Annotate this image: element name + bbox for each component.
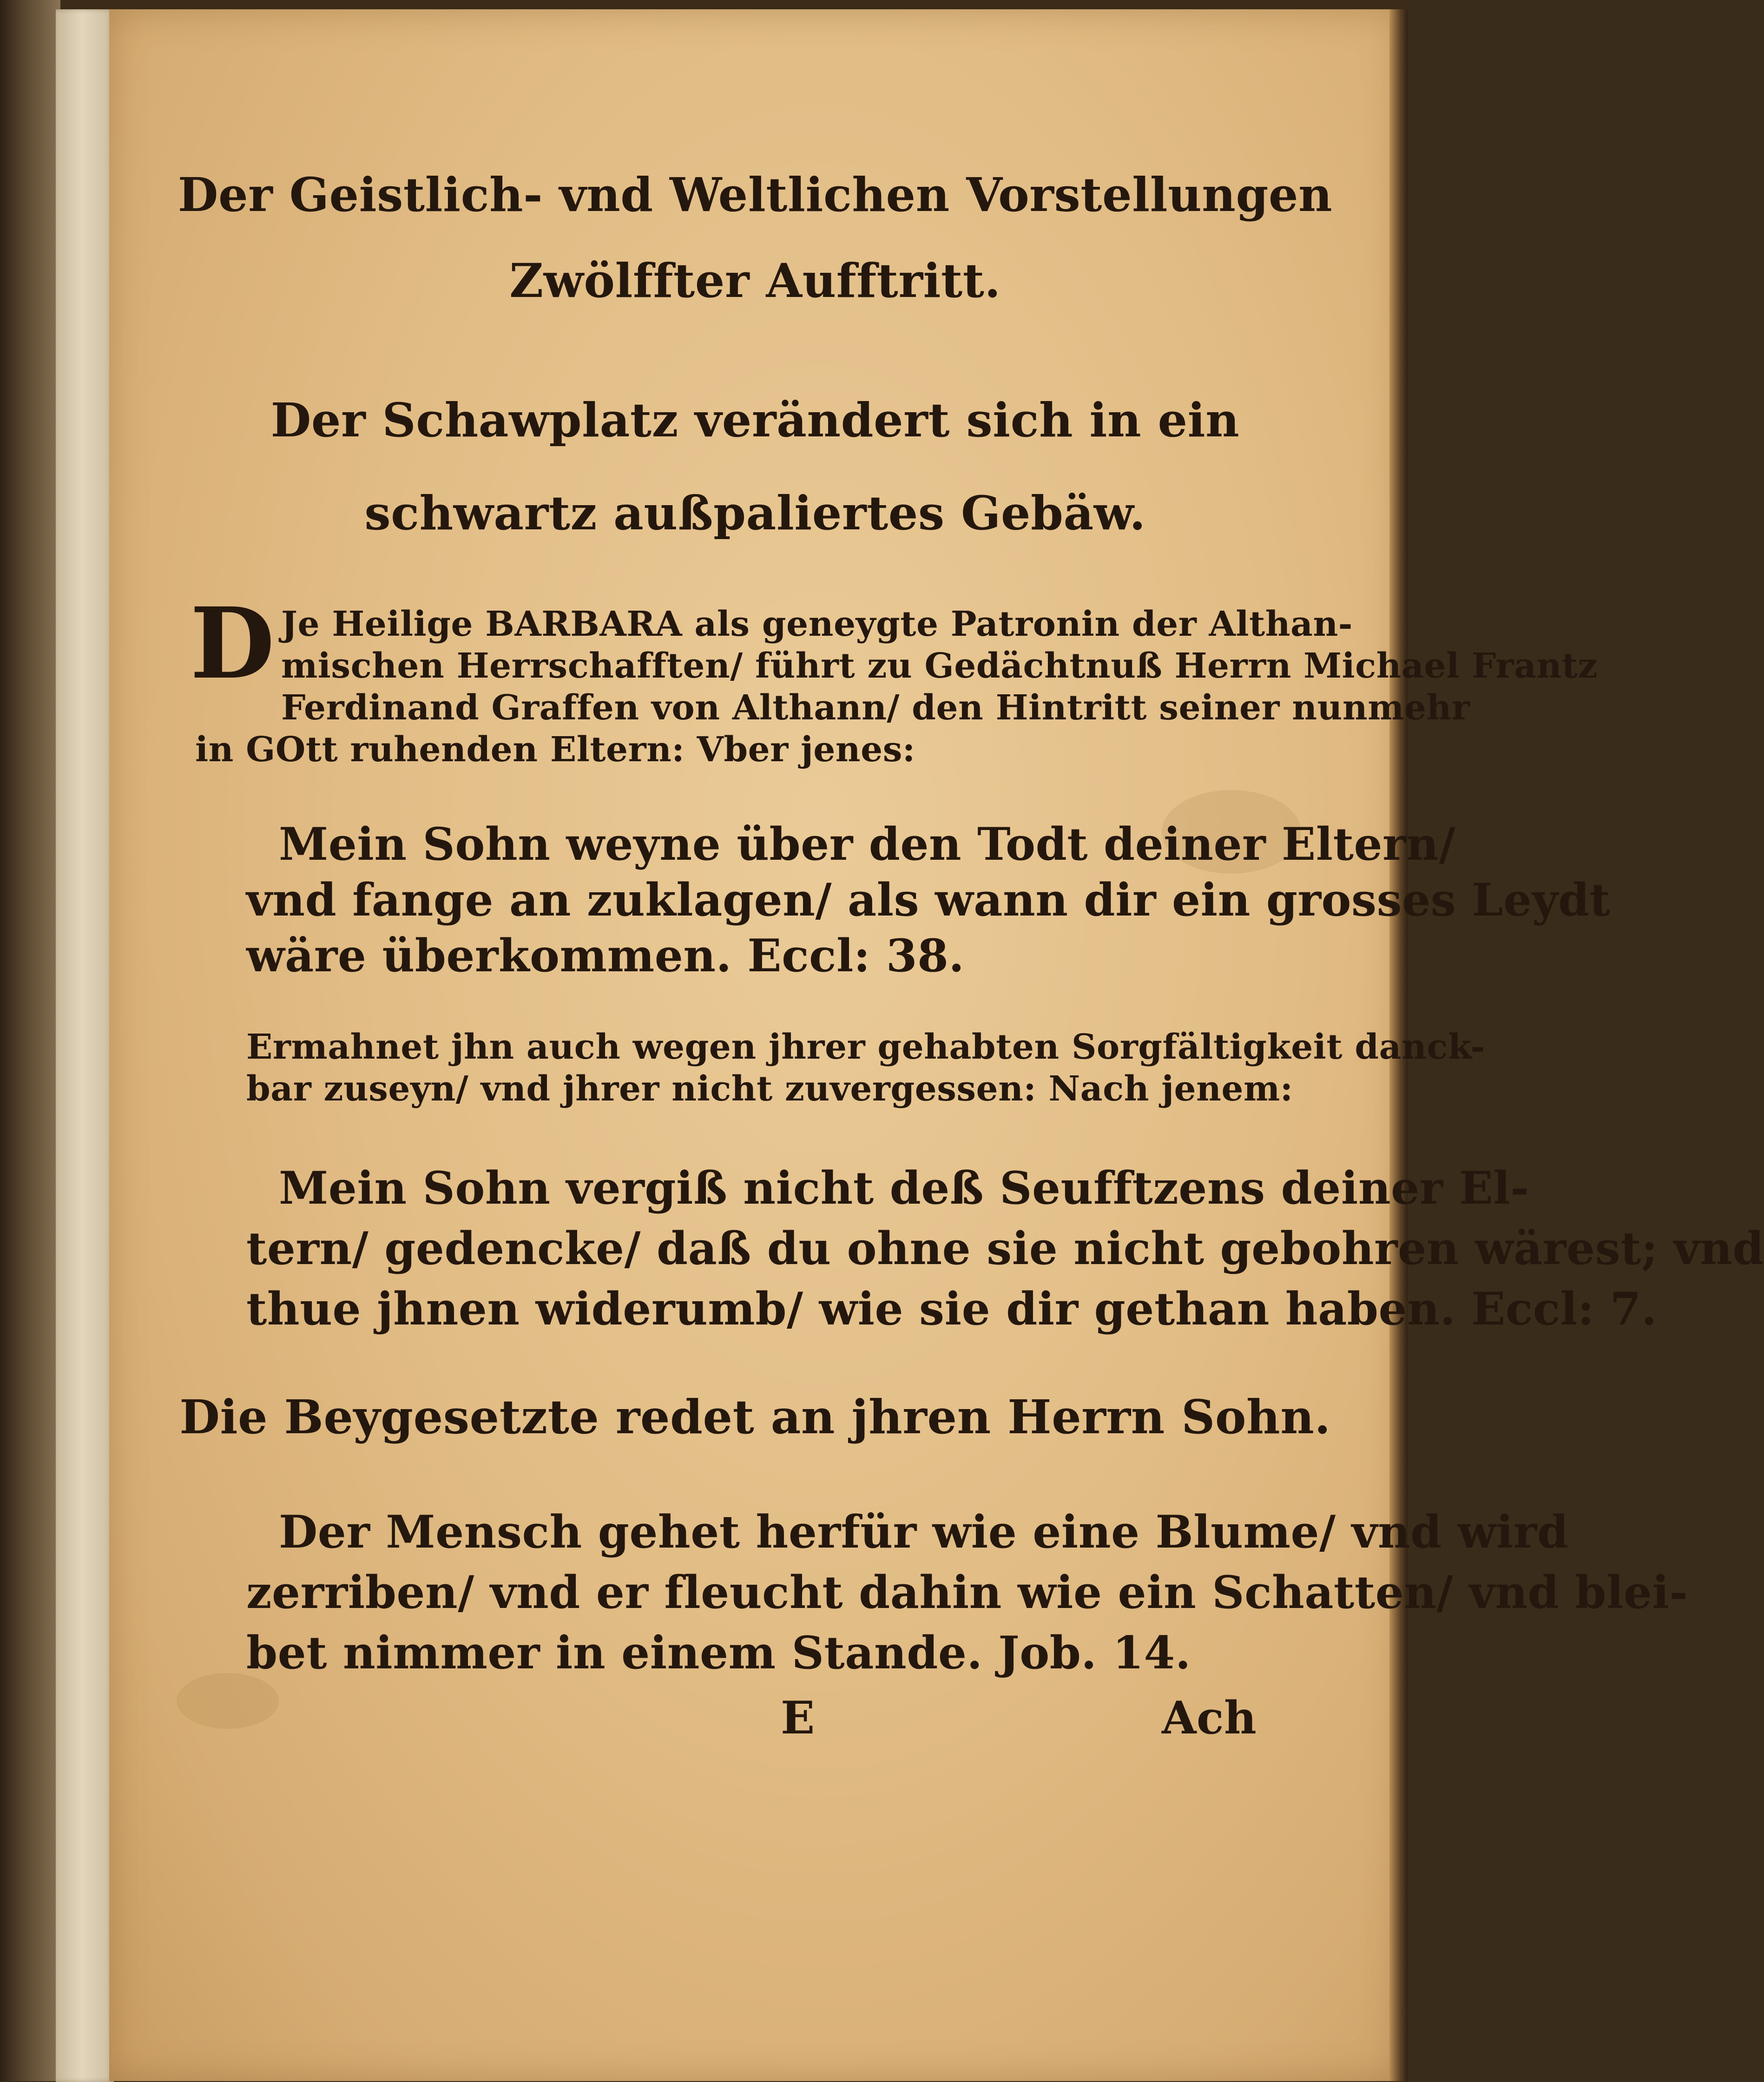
paragraph-line: Ferdinand Graffen von Althann/ den Hintritt seiner nunmehr	[281, 688, 1470, 728]
scene-title: Zwölffter Aufftritt.	[509, 253, 1001, 308]
catchword: Ach	[1162, 1692, 1257, 1744]
quote-line: thue jhnen widerumb/ wie sie dir gethan haben. Eccl: 7.	[246, 1283, 1657, 1335]
quote-line: bet nimmer in einem Stande. Job. 14.	[246, 1627, 1191, 1679]
quote-line: Mein Sohn weyne über den Todt deiner Eltern/	[279, 818, 1456, 870]
book-binding	[0, 0, 60, 2081]
paragraph-line: mischen Herrschafften/ führt zu Gedächtnuß Herrn Michael Frantz	[281, 646, 1598, 686]
paragraph-line: Je Heilige BARBARA als geneygte Patronin der Althan-	[281, 604, 1353, 644]
stage-direction-line-2: schwartz außpaliertes Gebäw.	[364, 486, 1146, 540]
quote-line: zerriben/ vnd er fleucht dahin wie ein Schatten/ vnd blei-	[246, 1566, 1688, 1619]
page-edge	[56, 9, 114, 2082]
paragraph-line: bar zuseyn/ vnd jhrer nicht zuvergessen: Nach jenem:	[246, 1069, 1293, 1109]
quote-line: Mein Sohn vergiß nicht deß Seufftzens deiner El-	[279, 1162, 1529, 1214]
quote-line: wäre überkommen. Eccl: 38.	[246, 929, 965, 982]
stage-direction-line-1: Der Schawplatz verändert sich in ein	[270, 393, 1240, 448]
running-title: Der Geistlich- vnd Weltlichen Vorstellungen	[178, 167, 1333, 222]
quote-line: Der Mensch gehet herfür wie eine Blume/ vnd wird	[279, 1506, 1569, 1558]
signature-mark: E	[781, 1692, 815, 1744]
quote-line: tern/ gedencke/ daß du ohne sie nicht gebohren wärest; vnd	[246, 1222, 1764, 1275]
paragraph-line: Ermahnet jhn auch wegen jhrer gehabten Sorgfältigkeit danck-	[246, 1027, 1485, 1067]
drop-cap: D	[190, 586, 275, 701]
paper-stain	[177, 1673, 279, 1729]
paragraph-line: in GOtt ruhenden Eltern: Vber jenes:	[195, 730, 915, 770]
speaker-heading: Die Beygesetzte redet an jhren Herrn Sohn.	[179, 1390, 1331, 1444]
quote-line: vnd fange an zuklagen/ als wann dir ein grosses Leydt	[246, 874, 1611, 926]
